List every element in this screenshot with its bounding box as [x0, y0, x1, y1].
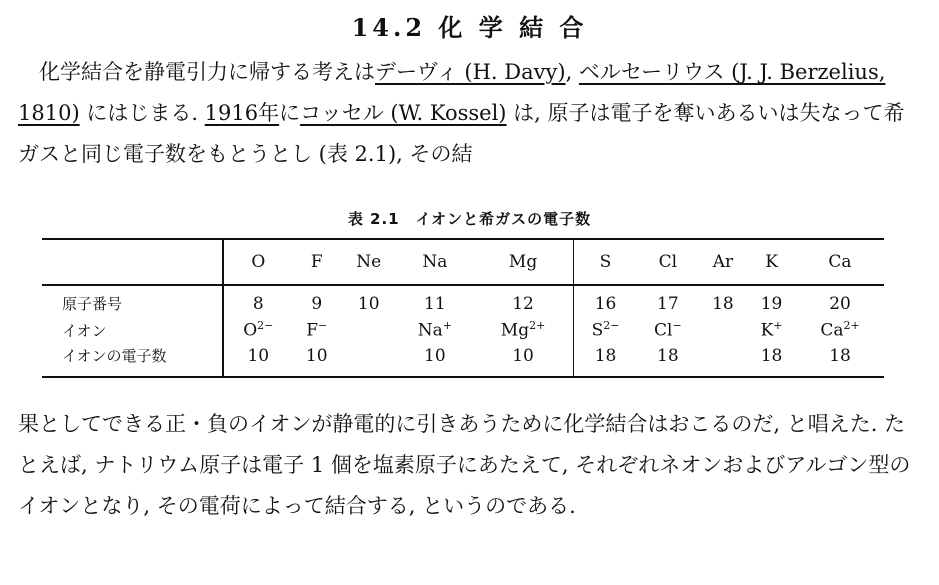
row-label: イオンの電子数: [42, 345, 223, 377]
element-header: S: [574, 239, 637, 285]
row-label: 原子番号: [62, 295, 123, 313]
table-cell: 18: [796, 345, 884, 377]
ion-symbol: Cl: [654, 320, 673, 341]
table-cell: 8: [223, 285, 293, 315]
ion-symbol: K: [760, 320, 774, 341]
ion-charge: 2−: [603, 319, 620, 333]
paragraph-text: ,: [565, 60, 579, 84]
table-cell: 12: [512, 293, 534, 314]
ion-symbol: Mg: [500, 320, 530, 341]
ion-cell: [223, 315, 293, 345]
ion-symbol: F: [306, 320, 319, 341]
conclusion-paragraph: 果としてできる正・負のイオンが静電的に引きあうために化学結合はおこるのだ, と唱えた. たとえば, ナトリウム原子は電子 1 個を塩素原子にあたえて, それぞれネオンおよびアルゴン型のイオンとなり, その電荷によって結合する, というのである.: [18, 412, 911, 518]
table-cell: 19: [760, 293, 783, 314]
element-header: F: [293, 239, 341, 285]
table-cell: 10: [223, 345, 293, 377]
ion-electron-table: [42, 238, 884, 378]
header-corner: [42, 239, 223, 285]
table-cell: 10: [293, 345, 341, 377]
table-cell: 10: [397, 345, 473, 377]
ion-cell: [397, 315, 473, 345]
table-cell: 18: [747, 345, 796, 377]
table-cell: [699, 345, 747, 377]
underlined-name-kossel: コッセル (W. Kossel): [300, 101, 507, 125]
table-cell: 9: [311, 293, 323, 314]
ion-cell: [574, 315, 637, 345]
element-header: Mg: [473, 239, 574, 285]
ion-cell: [796, 315, 884, 345]
table-cell: 10: [473, 345, 574, 377]
paragraph-text: 化学結合を静電引力に帰する考えは: [39, 60, 375, 84]
table-cell: 11: [424, 293, 446, 314]
ion-symbol: O: [243, 320, 258, 341]
section-title: 14.2 化 学 結 合: [351, 13, 588, 42]
element-header: Ne: [341, 239, 397, 285]
ion-charge: 2+: [529, 319, 546, 333]
element-header: K: [747, 239, 796, 285]
table-header-row: [42, 239, 884, 285]
ion-charge: 2+: [843, 319, 860, 333]
ion-charge: +: [773, 319, 783, 333]
ion-charge: 2−: [257, 319, 274, 333]
ion-charge: −: [672, 319, 682, 333]
underlined-name-davy: デーヴィ (H. Davy): [375, 60, 566, 84]
table-row: [42, 285, 884, 315]
paragraph-text: にはじまる.: [79, 101, 205, 125]
ion-symbol: Ca: [820, 320, 844, 341]
element-header: Ar: [699, 239, 747, 285]
ion-symbol: Na: [417, 320, 443, 341]
ion-cell: [637, 315, 699, 345]
underlined-name-berzelius: ベルセーリウス (J. J. Berzelius, 1810): [18, 60, 886, 125]
ion-cell: [473, 315, 574, 345]
underlined-year: 1916年: [204, 101, 280, 125]
row-label: イオン: [62, 321, 107, 340]
ion-cell: [293, 315, 341, 345]
table-cell: 17: [657, 293, 679, 314]
paragraph-text: は, 原子は電子を奪いあるいは失なって希ガスと同じ電子数をもとうとし (表 2.1), その結: [18, 101, 905, 166]
element-header: Ca: [796, 239, 884, 285]
table-cell: 18: [637, 345, 699, 377]
table-cell: 20: [829, 293, 851, 314]
ion-charge: −: [318, 319, 328, 333]
table-cell: [341, 345, 397, 377]
element-header: Cl: [637, 239, 699, 285]
element-header: Na: [397, 239, 473, 285]
paragraph-text: に: [279, 101, 301, 125]
table-caption: 表 2.1 イオンと希ガスの電子数: [347, 210, 592, 228]
table-cell: 18: [574, 345, 637, 377]
table-cell: 16: [574, 285, 637, 315]
ion-cell: [341, 315, 397, 345]
table-row: [42, 315, 884, 345]
table-row: [42, 345, 884, 377]
element-header: O: [223, 239, 293, 285]
table-cell: 10: [357, 293, 380, 314]
ion-cell: [699, 315, 747, 345]
ion-cell: [747, 315, 796, 345]
ion-symbol: S: [591, 320, 604, 341]
ion-charge: +: [442, 319, 452, 333]
table-cell: 18: [712, 293, 734, 314]
intro-paragraph: [18, 52, 923, 175]
